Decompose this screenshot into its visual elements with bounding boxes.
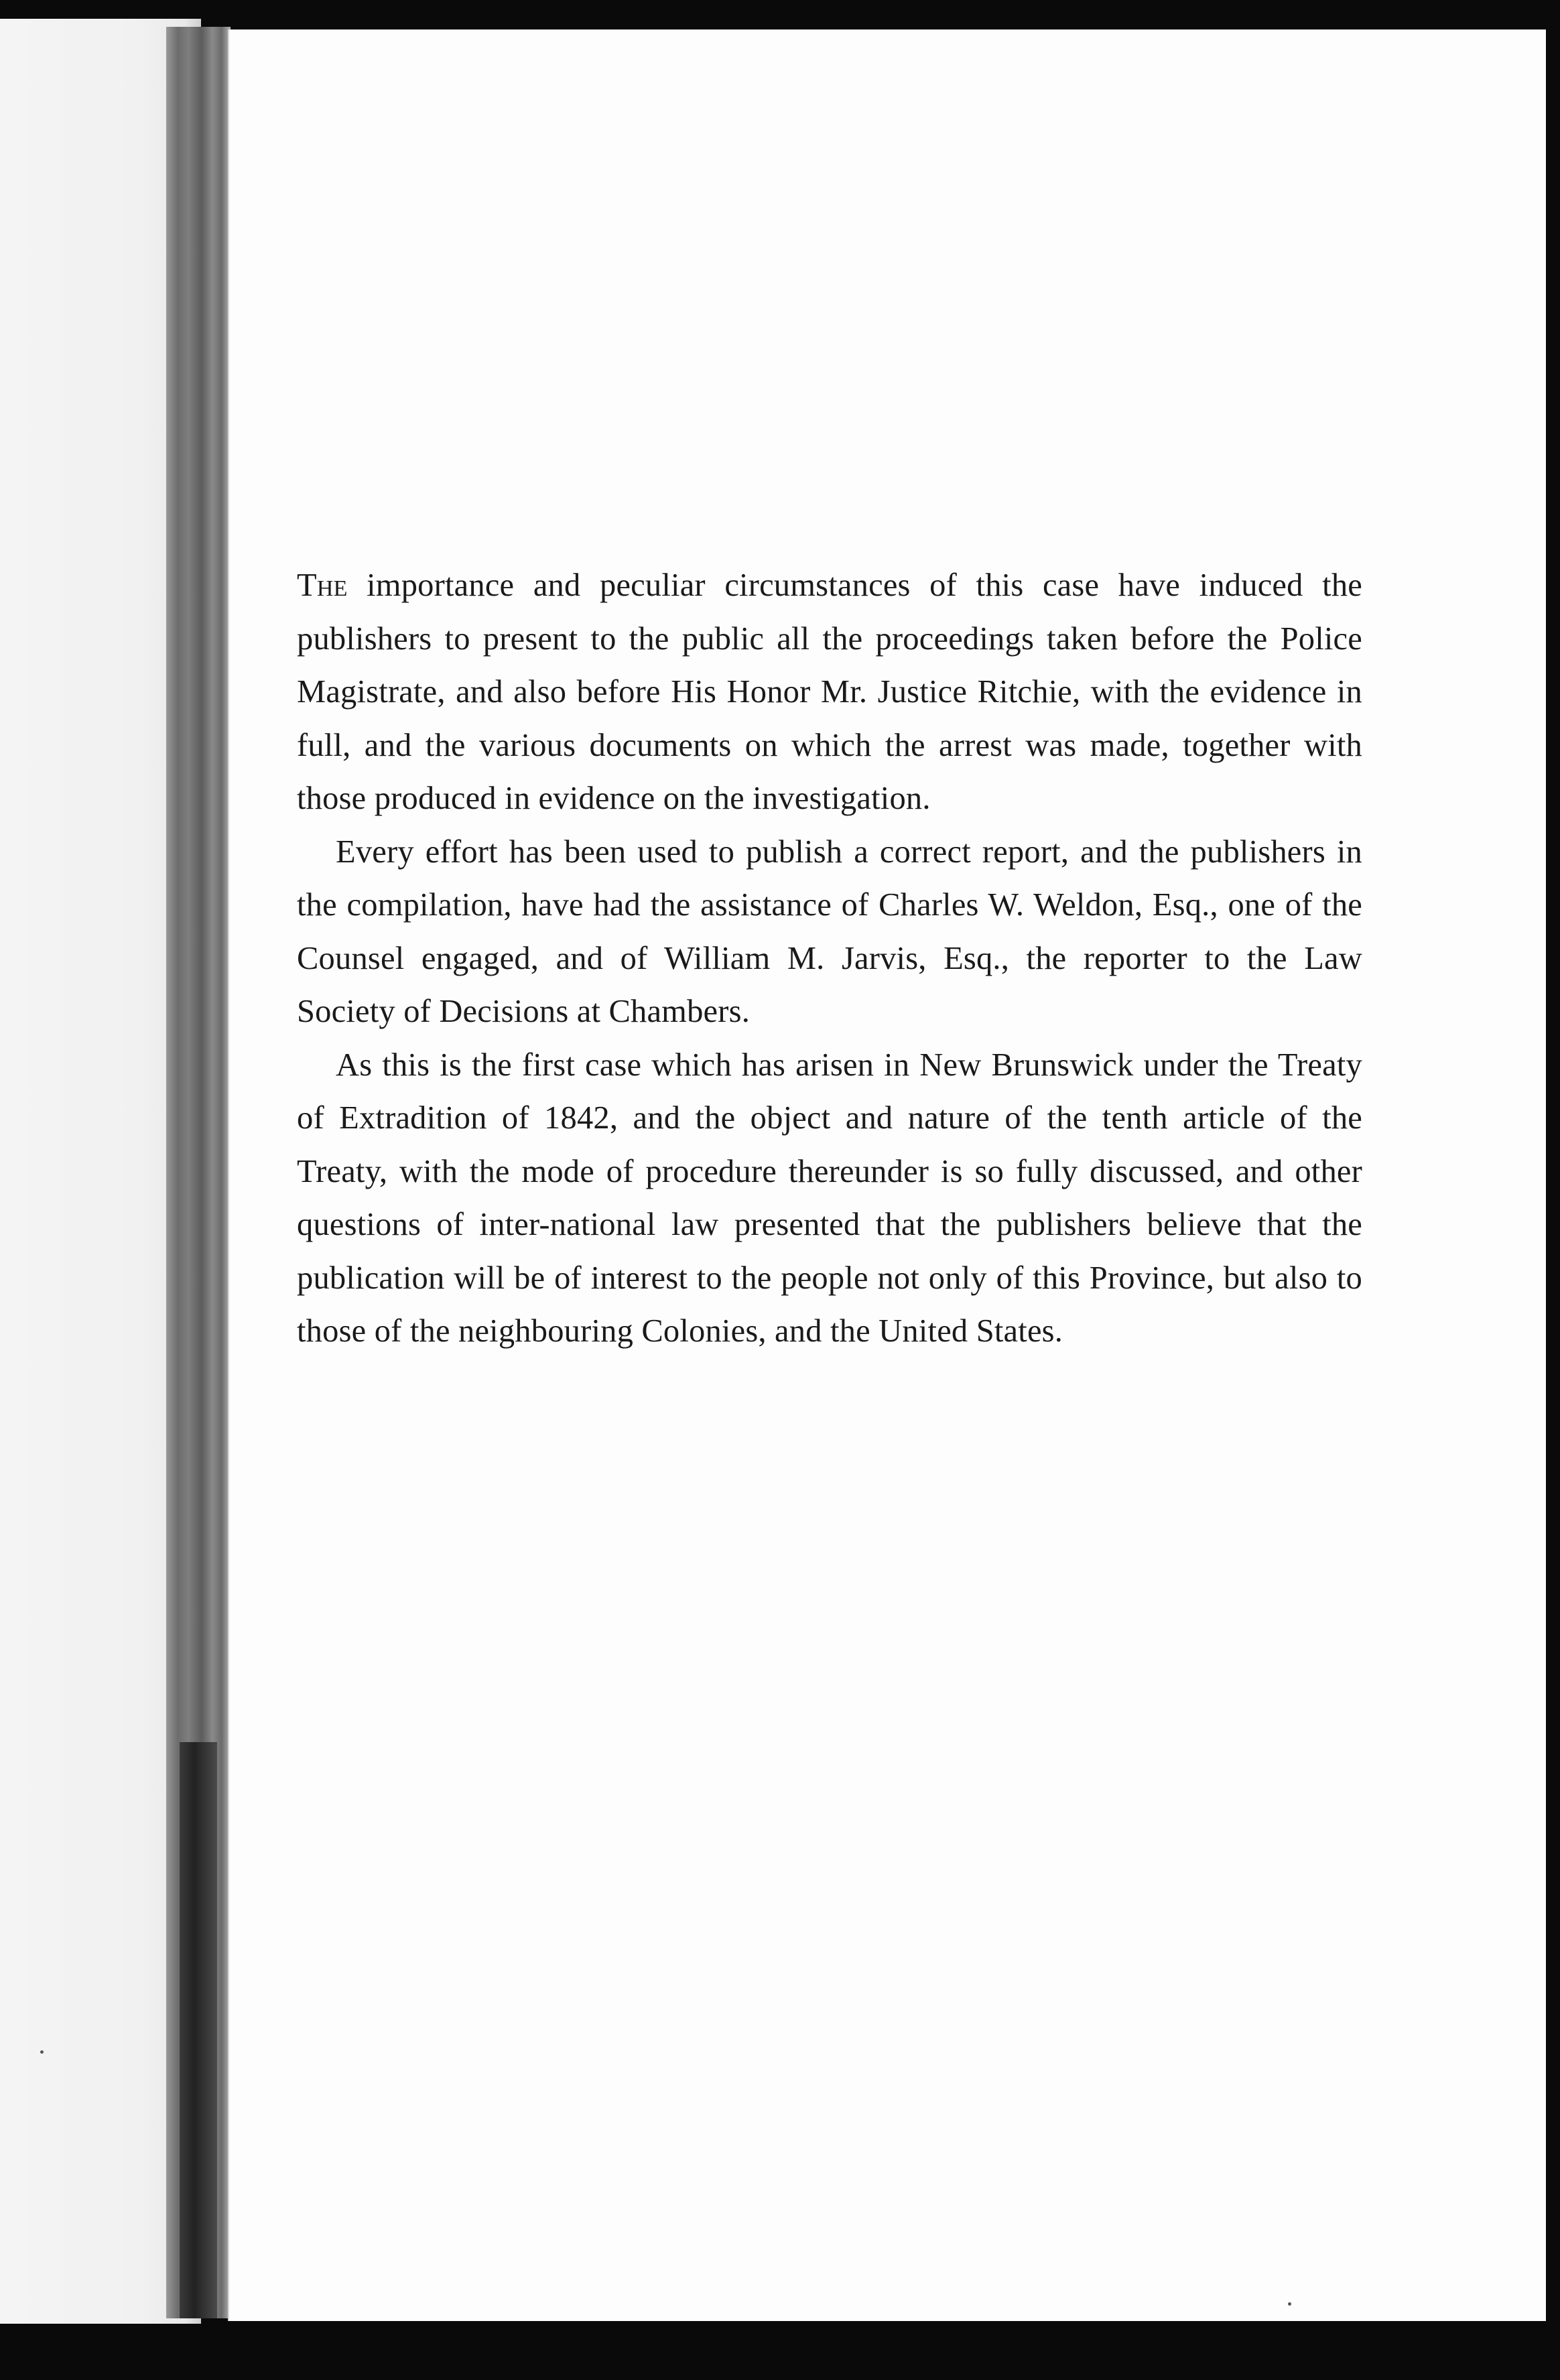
preface-page — [228, 29, 1546, 2321]
paragraph-1-lead-word: The — [297, 568, 348, 603]
paragraph-1 — [297, 559, 1362, 825]
paragraph-1-text: importance and peculiar circumstances of this case have induced the publishers to present to the public all the proceedings taken before the Police Magistrate, and also before His Honor Mr. Justice Ritchie, with the evidence in full, and the various documents on which the arrest was made, together with those produced in evidence on the investigation. — [297, 568, 1362, 816]
paragraph-2: Every effort has been used to publish a correct report, and the publishers in the compilation, have had the assistance of Charles W. Weldon, Esq., one of the Counsel engaged, and of William M. Jarvis, Esq., the reporter to the Law Society of Decisions at Chambers. — [297, 834, 1362, 1029]
paragraph-3: As this is the first case which has arisen in New Brunswick under the Treaty of Extradition of 1842, and the object and nature of the tenth article of the Treaty, with the mode of procedure thereunder is so fully discussed, and other questions of inter-national law presented that the publishers believe that the publication will be of interest to the people not only of this Province, but also to those of the neighbouring Colonies, and the United States. — [297, 1047, 1362, 1349]
scan-speck — [1288, 2302, 1291, 2306]
scan-speck — [40, 2050, 44, 2054]
preface-text — [297, 559, 1362, 1358]
binding-shadow — [180, 1742, 217, 2318]
